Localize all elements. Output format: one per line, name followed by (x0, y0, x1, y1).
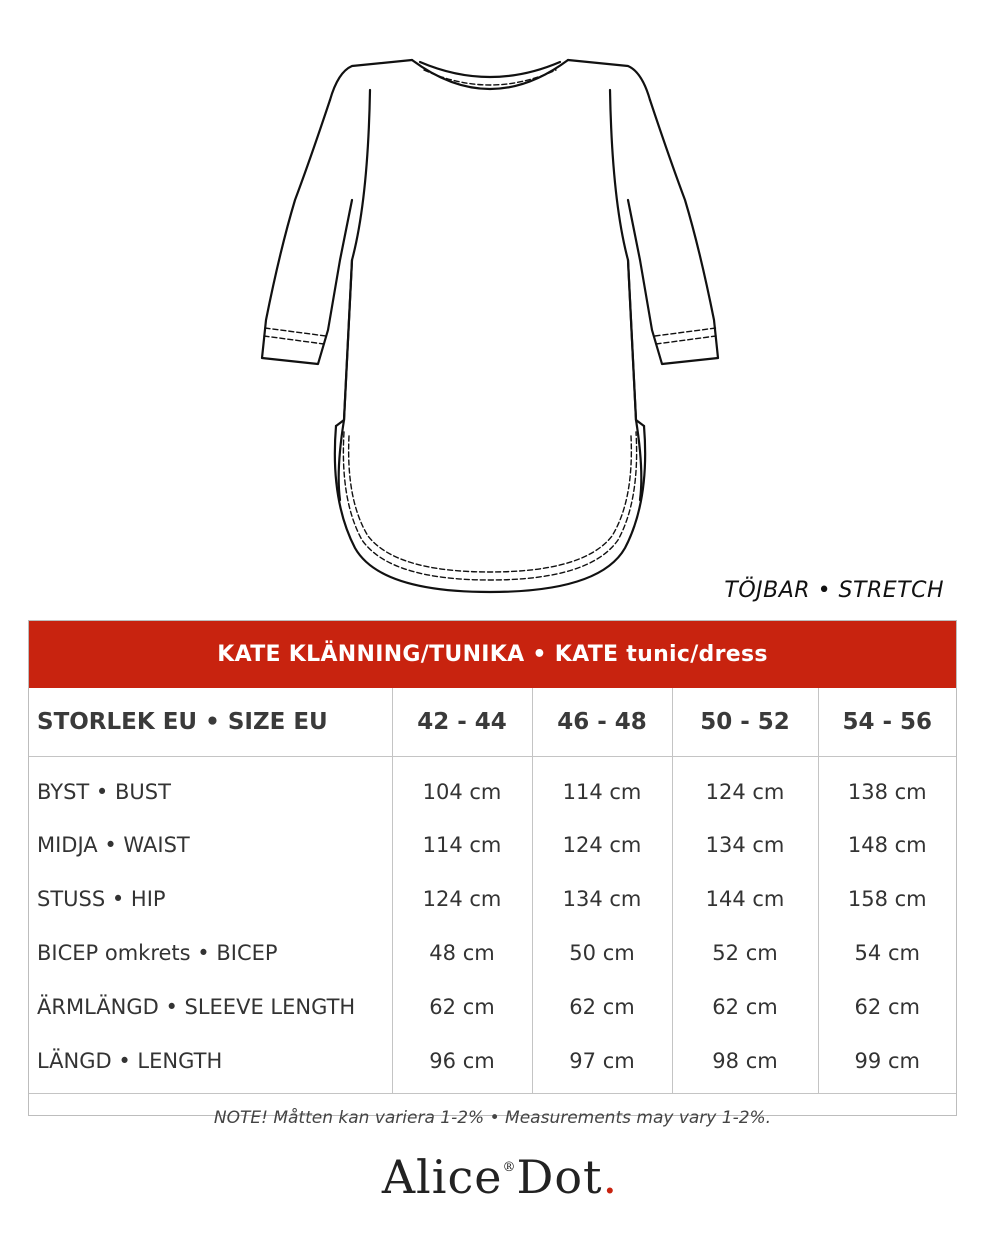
size-header-cell: 46 - 48 (532, 688, 672, 757)
brand-logo (0, 1150, 1000, 1204)
size-header-cell: 42 - 44 (392, 688, 532, 757)
row-label: LÄNGD • LENGTH (37, 1049, 223, 1073)
table-cell: 62 cm (672, 980, 818, 1034)
table-cell: 62 cm (392, 980, 532, 1034)
row-label: BYST • BUST (37, 780, 171, 804)
row-label: BICEP omkrets • BICEP (37, 941, 278, 965)
tunic-dress-flat-sketch-icon (255, 40, 725, 600)
row-label: STUSS • HIP (37, 887, 166, 911)
table-cell: 144 cm (672, 872, 818, 926)
stretch-label: TÖJBAR • STRETCH (724, 578, 944, 603)
row-label: MIDJA • WAIST (37, 833, 190, 857)
size-table (29, 688, 956, 1093)
size-header-cell: 54 - 56 (818, 688, 956, 757)
table-row (29, 980, 956, 1034)
size-header-row (29, 688, 956, 757)
table-cell: 124 cm (392, 872, 532, 926)
table-cell: 98 cm (672, 1034, 818, 1093)
brand-name-part1: Alice (381, 1150, 503, 1204)
size-chart-title: KATE KLÄNNING/TUNIKA • KATE tunic/dress (29, 621, 956, 688)
table-row (29, 1034, 956, 1093)
brand-dot: . (602, 1150, 619, 1204)
table-cell: 99 cm (818, 1034, 956, 1093)
table-cell: 50 cm (532, 926, 672, 980)
table-cell: 114 cm (532, 757, 672, 819)
table-cell: 138 cm (818, 757, 956, 819)
table-row (29, 872, 956, 926)
table-row (29, 818, 956, 872)
row-label: ÄRMLÄNGD • SLEEVE LENGTH (37, 995, 356, 1019)
table-cell: 148 cm (818, 818, 956, 872)
registered-mark: ® (502, 1160, 517, 1175)
table-cell: 48 cm (392, 926, 532, 980)
table-row (29, 926, 956, 980)
table-row (29, 757, 956, 819)
table-cell: 97 cm (532, 1034, 672, 1093)
table-cell: 124 cm (532, 818, 672, 872)
brand-name-part2: Dot (516, 1150, 603, 1204)
table-cell: 134 cm (672, 818, 818, 872)
table-cell: 54 cm (818, 926, 956, 980)
size-header-label: STORLEK EU • SIZE EU (29, 688, 392, 757)
table-cell: 52 cm (672, 926, 818, 980)
table-cell: 134 cm (532, 872, 672, 926)
table-cell: 114 cm (392, 818, 532, 872)
table-cell: 62 cm (818, 980, 956, 1034)
size-chart (28, 620, 957, 1128)
table-cell: 62 cm (532, 980, 672, 1034)
measurement-note: NOTE! Måtten kan variera 1-2% • Measurements may vary 1-2%. (29, 1093, 956, 1142)
table-cell: 158 cm (818, 872, 956, 926)
table-cell: 104 cm (392, 757, 532, 819)
table-cell: 96 cm (392, 1034, 532, 1093)
table-cell: 124 cm (672, 757, 818, 819)
size-header-cell: 50 - 52 (672, 688, 818, 757)
